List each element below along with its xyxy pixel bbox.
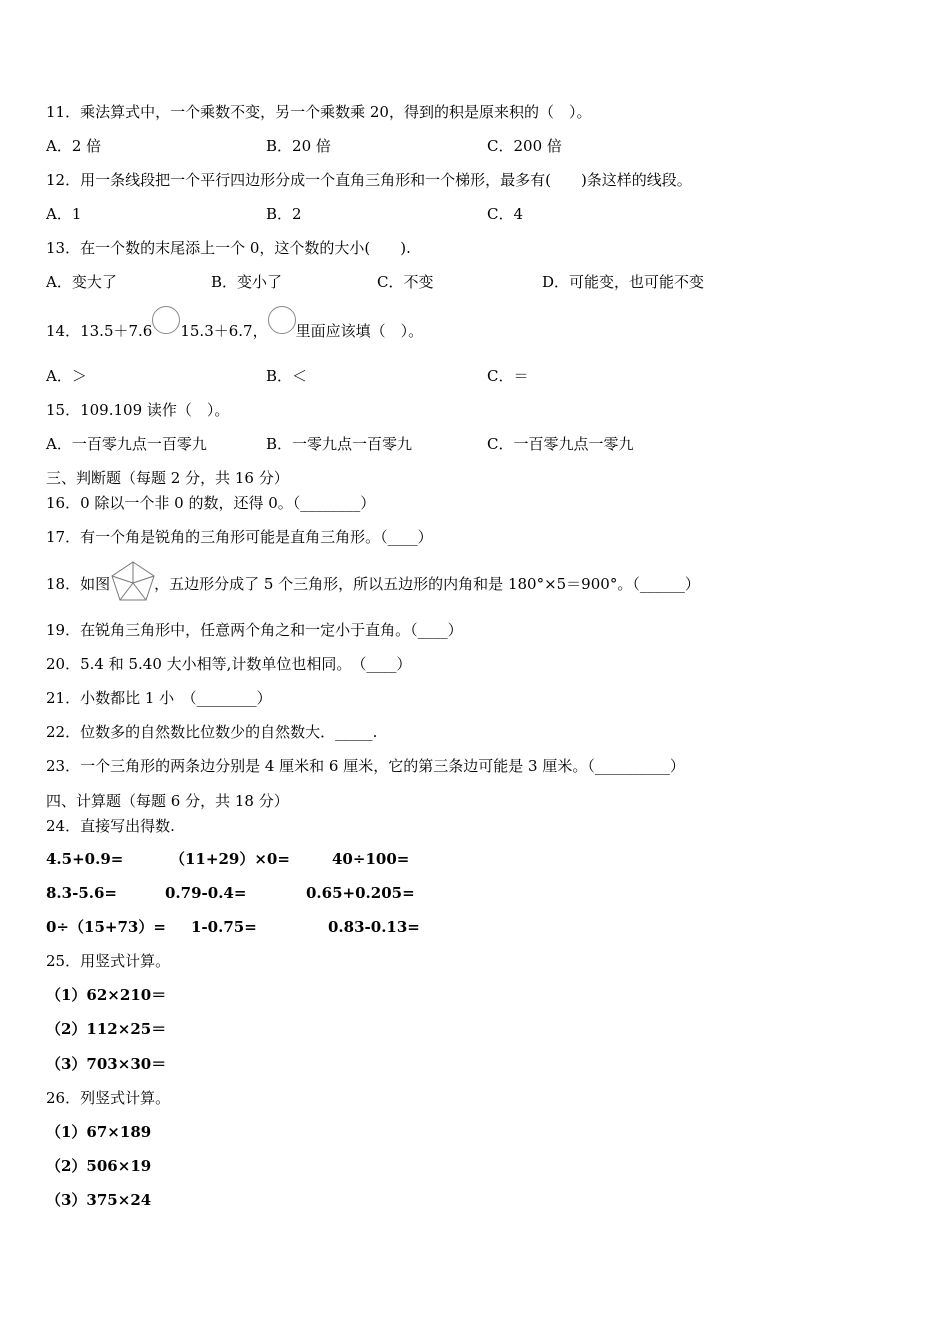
q13-option-b: B．变小了	[211, 273, 283, 291]
q12-stem: 12．用一条线段把一个平行四边形分成一个直角三角形和一个梯形，最多有( )条这样的线段。	[46, 171, 692, 189]
q14-stem	[46, 318, 423, 346]
q18-part2: ，五边形分成了 5 个三角形，所以五边形的内角和是 180°×5＝900°。（______）	[154, 575, 700, 593]
q16: 16．0 除以一个非 0 的数，还得 0。（________）	[46, 494, 376, 512]
q14-option-a: A．＞	[46, 367, 87, 385]
q17: 17．有一个角是锐角的三角形可能是直角三角形。（____）	[46, 528, 433, 546]
q23: 23．一个三角形的两条边分别是 4 厘米和 6 厘米，它的第三条边可能是 3 厘米。（__________）	[46, 757, 685, 775]
q13-stem: 13．在一个数的末尾添上一个 0，这个数的大小( ).	[46, 239, 411, 257]
q11-option-c: C．200 倍	[487, 137, 562, 155]
q24-item: 1-0.75=	[191, 918, 257, 936]
q12-option-a: A．1	[46, 205, 82, 223]
q13-option-d: D．可能变，也可能不变	[542, 273, 705, 291]
q26-item-2: （2）506×19	[46, 1157, 152, 1175]
section-4-heading: 四、计算题（每题 6 分，共 18 分）	[46, 792, 289, 810]
q25-item-3: （3）703×30＝	[46, 1055, 167, 1073]
q24-item: 8.3-5.6=	[46, 884, 117, 902]
q25-item-2: （2）112×25＝	[46, 1020, 167, 1038]
q15-option-b: B．一零九点一百零九	[266, 435, 413, 453]
q24-stem: 24．直接写出得数.	[46, 817, 175, 835]
q15-option-c: C．一百零九点一零九	[487, 435, 634, 453]
q15-option-a: A．一百零九点一百零九	[46, 435, 207, 453]
q14-option-b: B．＜	[266, 367, 308, 385]
q20: 20．5.4 和 5.40 大小相等,计数单位也相同。 （____）	[46, 655, 412, 673]
q14-part2: 15.3＋6.7，	[180, 322, 268, 340]
q24-item: 0.65+0.205=	[306, 884, 415, 902]
q12-option-b: B．2	[266, 205, 302, 223]
q11-option-a: A．2 倍	[46, 137, 102, 155]
q15-stem: 15．109.109 读作（ ）。	[46, 401, 230, 419]
q21: 21．小数都比 1 小 （________）	[46, 689, 272, 707]
blank-circle-icon	[268, 306, 296, 334]
section-3-heading: 三、判断题（每题 2 分，共 16 分）	[46, 469, 289, 487]
q26-stem: 26．列竖式计算。	[46, 1089, 171, 1107]
pentagon-figure-icon	[110, 560, 156, 602]
q13-option-c: C．不变	[377, 273, 434, 291]
q12-option-c: C．4	[487, 205, 524, 223]
q24-item: 4.5+0.9=	[46, 850, 124, 868]
q22: 22．位数多的自然数比位数少的自然数大．_____.	[46, 723, 378, 741]
q24-item: 0÷（15+73）=	[46, 918, 166, 936]
q25-stem: 25．用竖式计算。	[46, 952, 171, 970]
q26-item-1: （1）67×189	[46, 1123, 152, 1141]
q14-part3: 里面应该填（ ）。	[295, 322, 424, 340]
q26-item-3: （3）375×24	[46, 1191, 152, 1209]
q11-option-b: B．20 倍	[266, 137, 331, 155]
q24-item: （11+29）×0=	[170, 850, 290, 868]
q11-stem: 11．乘法算式中，一个乘数不变，另一个乘数乘 20，得到的积是原来积的（ ）。	[46, 103, 592, 121]
q24-item: 0.79-0.4=	[165, 884, 247, 902]
q24-item: 40÷100=	[332, 850, 410, 868]
q19: 19．在锐角三角形中，任意两个角之和一定小于直角。（____）	[46, 621, 463, 639]
q14-part1: 14．13.5＋7.6	[46, 322, 153, 340]
q25-item-1: （1）62×210＝	[46, 986, 167, 1004]
blank-circle-icon	[152, 306, 180, 334]
q18-part1: 18．如图	[46, 575, 111, 593]
q24-item: 0.83-0.13=	[328, 918, 420, 936]
q13-option-a: A．变大了	[46, 273, 117, 291]
q14-option-c: C．＝	[487, 367, 529, 385]
